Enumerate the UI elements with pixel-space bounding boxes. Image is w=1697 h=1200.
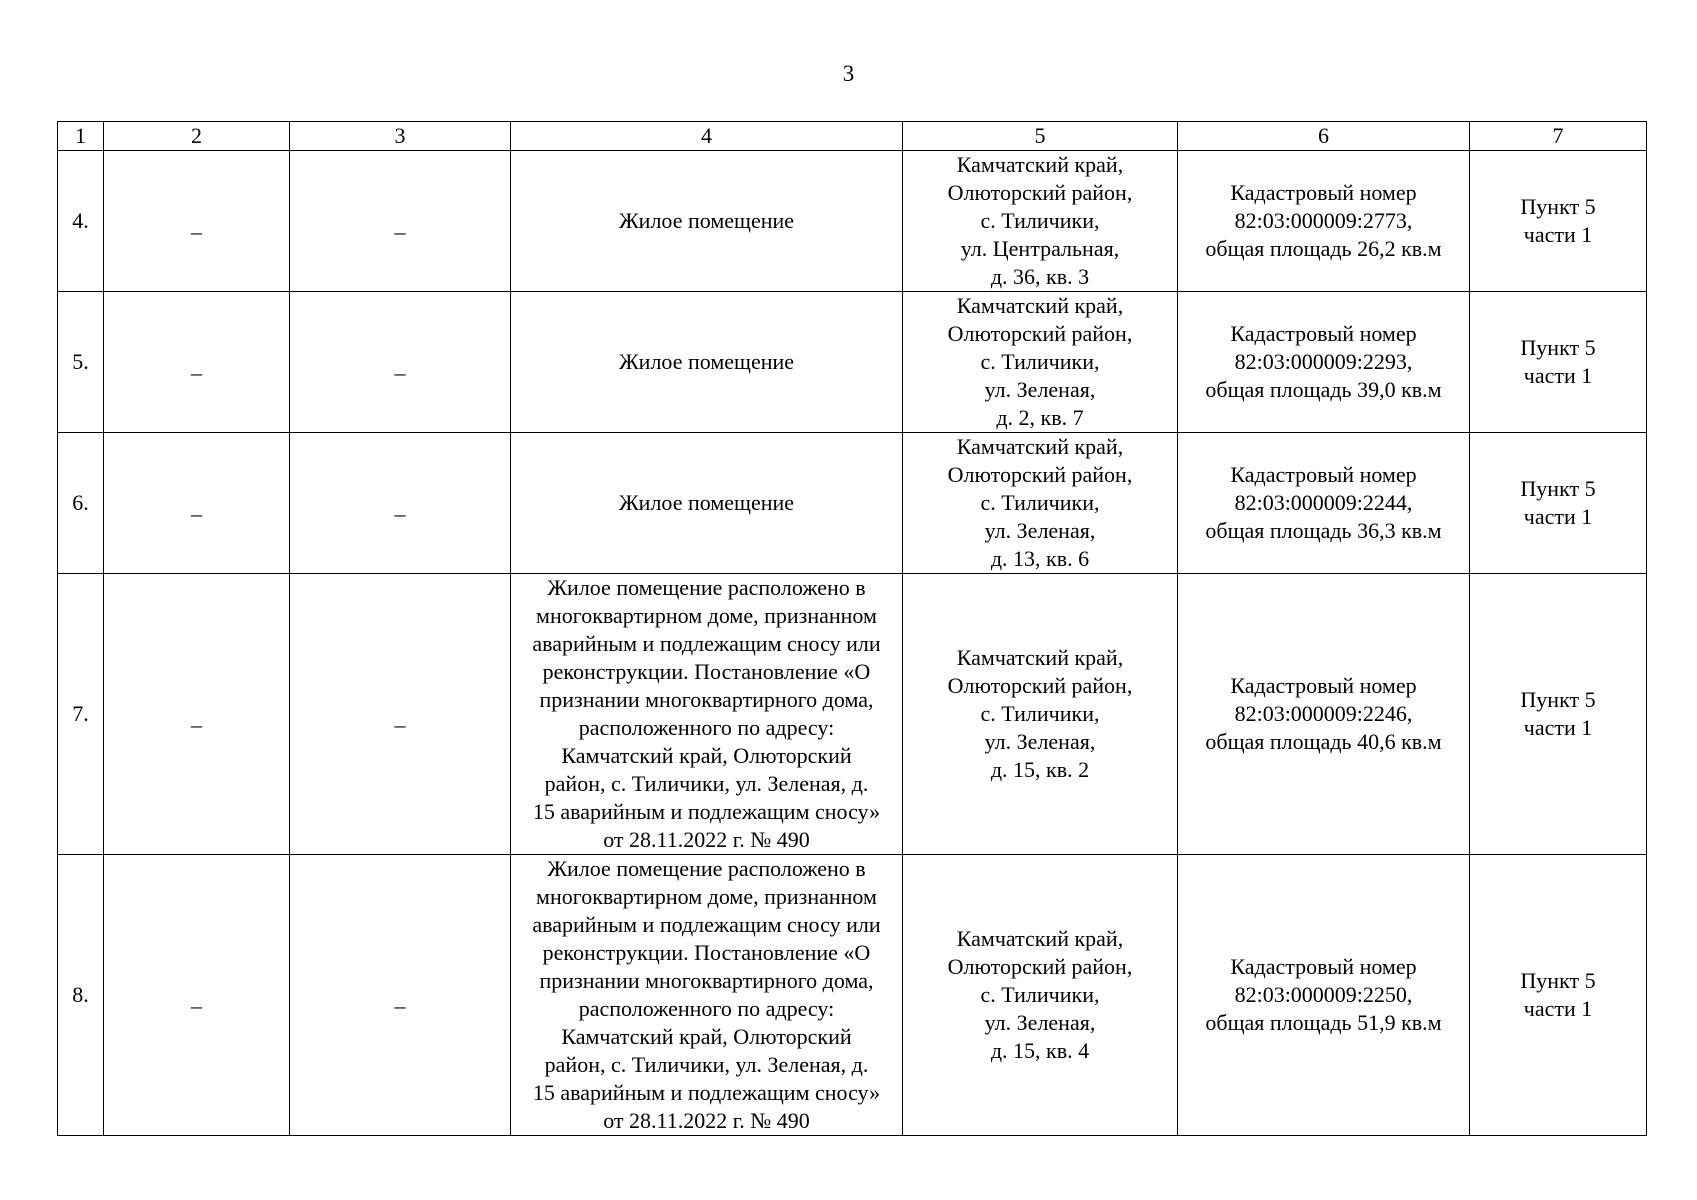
cadastral-cell: Кадастровый номер 82:03:000009:2293, общая площадь 39,0 кв.м <box>1178 292 1470 433</box>
row-number-cell <box>58 574 104 855</box>
header-cell: 7 <box>1470 122 1647 151</box>
cadastral-cell: Кадастровый номер 82:03:000009:2246, общая площадь 40,6 кв.м <box>1178 574 1470 855</box>
dash-cell <box>104 433 290 574</box>
dash-cell <box>290 292 511 433</box>
legal-basis-cell: Пункт 5 части 1 <box>1470 292 1647 433</box>
property-table <box>57 121 1647 1136</box>
address-cell: Камчатский край, Олюторский район, с. Тиличики, ул. Зеленая, д. 13, кв. 6 <box>903 433 1178 574</box>
dash: – <box>394 993 406 1018</box>
row-number-cell <box>58 433 104 574</box>
property-type-cell: Жилое помещение <box>511 151 903 292</box>
cadastral-cell: Кадастровый номер 82:03:000009:2773, общая площадь 26,2 кв.м <box>1178 151 1470 292</box>
row-number: 5. <box>72 349 89 374</box>
address-cell: Камчатский край, Олюторский район, с. Тиличики, ул. Зеленая, д. 15, кв. 4 <box>903 855 1178 1136</box>
dash: – <box>191 712 202 737</box>
table-row <box>58 292 1647 433</box>
table-row <box>58 574 1647 855</box>
property-type-cell: Жилое помещение <box>511 433 903 574</box>
dash: – <box>394 501 406 526</box>
row-number-cell <box>58 855 104 1136</box>
dash: – <box>191 219 202 244</box>
table-row <box>58 855 1647 1136</box>
property-type-cell: Жилое помещение <box>511 292 903 433</box>
dash-cell <box>290 855 511 1136</box>
row-number: 7. <box>72 701 89 726</box>
header-cell: 1 <box>58 122 104 151</box>
legal-basis-cell: Пункт 5 части 1 <box>1470 574 1647 855</box>
dash: – <box>394 712 406 737</box>
dash-cell <box>104 292 290 433</box>
row-number: 6. <box>72 490 89 515</box>
legal-basis-cell: Пункт 5 части 1 <box>1470 433 1647 574</box>
dash-cell <box>290 433 511 574</box>
cadastral-cell: Кадастровый номер 82:03:000009:2250, общая площадь 51,9 кв.м <box>1178 855 1470 1136</box>
dash-cell <box>290 151 511 292</box>
table-header-row <box>58 122 1647 151</box>
cadastral-cell: Кадастровый номер 82:03:000009:2244, общая площадь 36,3 кв.м <box>1178 433 1470 574</box>
dash: – <box>394 360 406 385</box>
dash-cell <box>290 574 511 855</box>
header-cell: 6 <box>1178 122 1470 151</box>
row-number: 4. <box>72 208 89 233</box>
legal-basis-cell: Пункт 5 части 1 <box>1470 151 1647 292</box>
dash: – <box>394 219 406 244</box>
header-cell: 5 <box>903 122 1178 151</box>
dash-cell <box>104 855 290 1136</box>
table-row <box>58 151 1647 292</box>
property-type-cell: Жилое помещение расположено в многоквартирном доме, признанном аварийным и подлежащим сносу или реконструкции. Постановление «О признании многоквартирного дома, расположенного по адресу: Камчатский край, Олюторский район, с. Тиличики, ул. Зеленая, д. 15 аварийным и подлежащим сносу» от 28.11.2022 г. № 490 <box>511 855 903 1136</box>
dash-cell <box>104 151 290 292</box>
legal-basis-cell: Пункт 5 части 1 <box>1470 855 1647 1136</box>
dash-cell <box>104 574 290 855</box>
property-type-cell: Жилое помещение расположено в многоквартирном доме, признанном аварийным и подлежащим сносу или реконструкции. Постановление «О признании многоквартирного дома, расположенного по адресу: Камчатский край, Олюторский район, с. Тиличики, ул. Зеленая, д. 15 аварийным и подлежащим сносу» от 28.11.2022 г. № 490 <box>511 574 903 855</box>
header-cell: 2 <box>104 122 290 151</box>
dash: – <box>191 993 202 1018</box>
dash: – <box>191 501 202 526</box>
table-row <box>58 433 1647 574</box>
row-number-cell <box>58 151 104 292</box>
header-cell: 3 <box>290 122 511 151</box>
row-number: 8. <box>72 982 89 1007</box>
address-cell: Камчатский край, Олюторский район, с. Тиличики, ул. Зеленая, д. 2, кв. 7 <box>903 292 1178 433</box>
dash: – <box>191 360 202 385</box>
address-cell: Камчатский край, Олюторский район, с. Тиличики, ул. Центральная, д. 36, кв. 3 <box>903 151 1178 292</box>
address-cell: Камчатский край, Олюторский район, с. Тиличики, ул. Зеленая, д. 15, кв. 2 <box>903 574 1178 855</box>
header-cell: 4 <box>511 122 903 151</box>
page-number: 3 <box>842 61 855 86</box>
row-number-cell <box>58 292 104 433</box>
